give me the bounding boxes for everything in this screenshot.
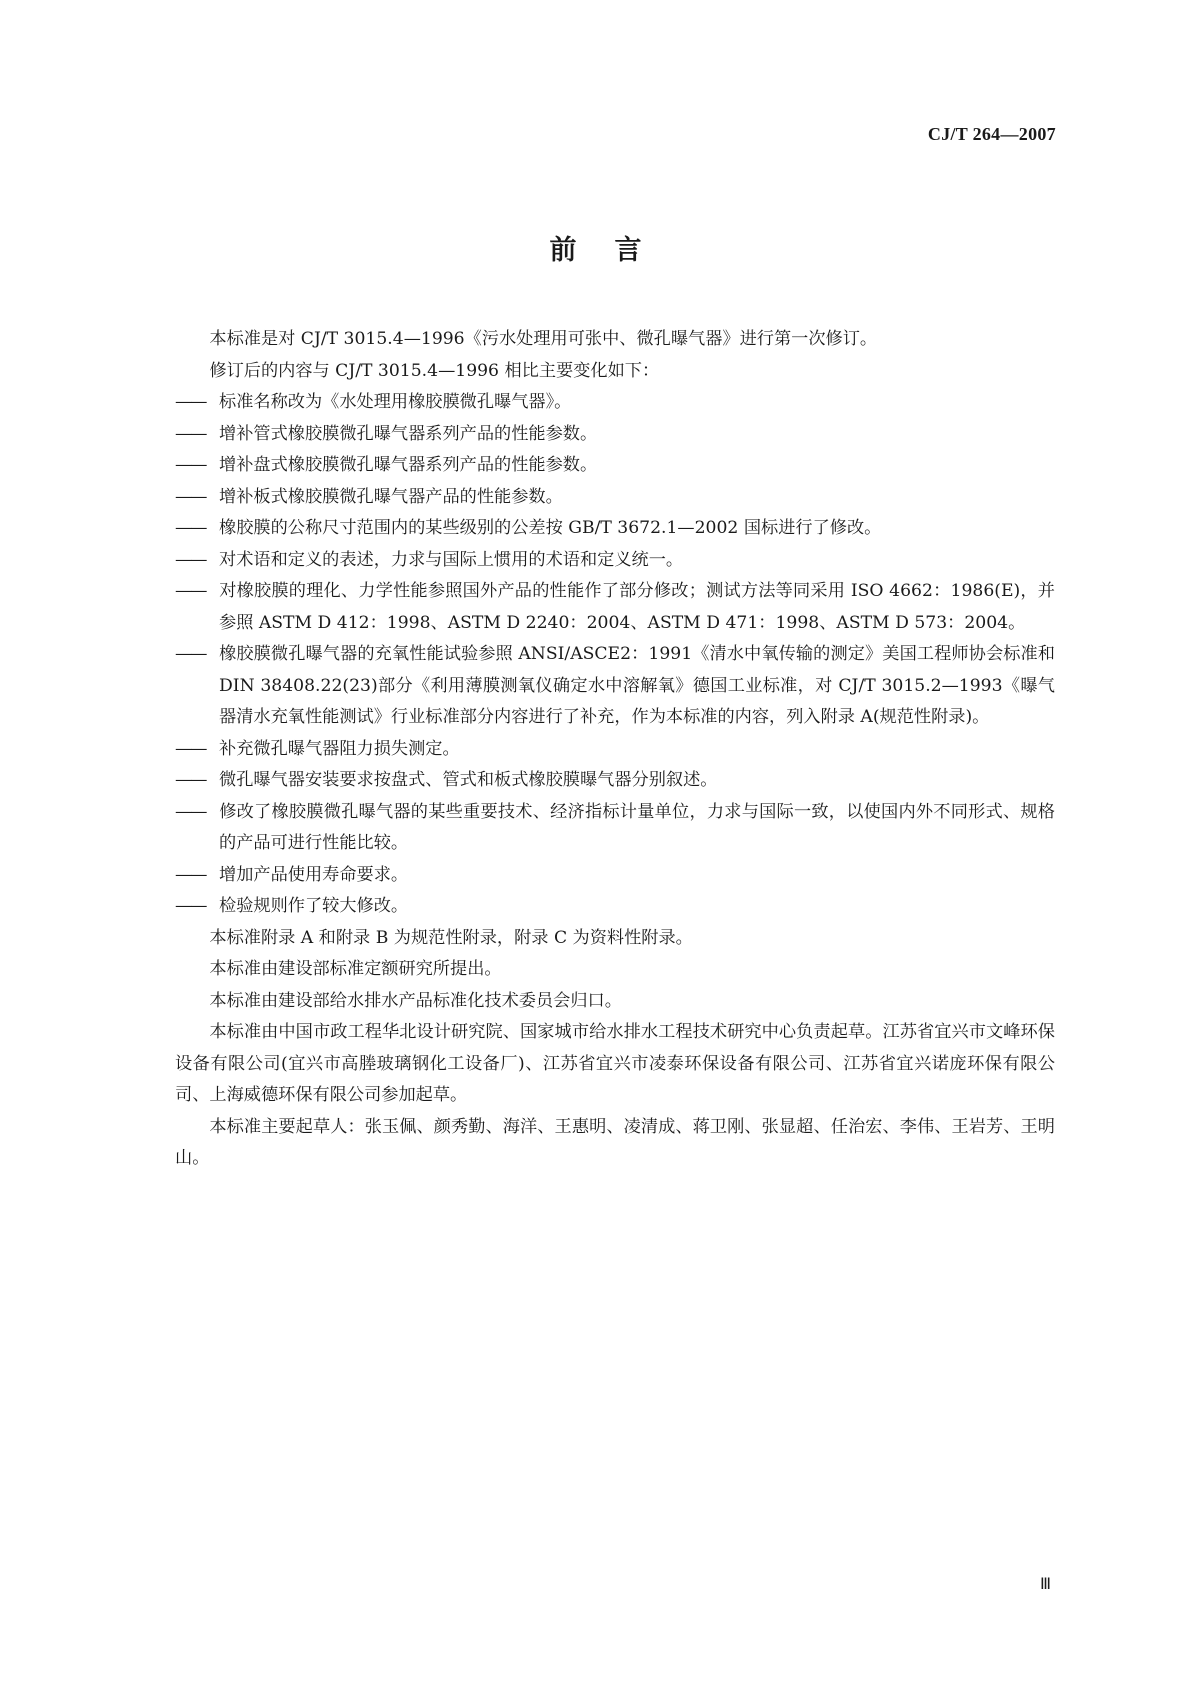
page-title: 前言 [549,235,680,266]
change-item: —— 增补管式橡胶膜微孔曝气器系列产品的性能参数。 [175,419,1055,451]
change-item: —— 橡胶膜的公称尺寸范围内的某些级别的公差按 GB/T 3672.1—2002 国标进行了修改。 [175,513,1055,545]
change-item: —— 对术语和定义的表述，力求与国际上惯用的术语和定义统一。 [175,545,1055,577]
intro-paragraph: 本标准是对 CJ/T 3015.4—1996《污水处理用可张中、微孔曝气器》进行第一次修订。 [209,329,878,349]
change-item: —— 标准名称改为《水处理用橡胶膜微孔曝气器》。 [175,387,1055,419]
change-item: —— 橡胶膜微孔曝气器的充氧性能试验参照 ANSI/ASCE2：1991《清水中氧传输的测定》美国工程师协会标准和 DIN 38408.22(23)部分《利用薄膜测氧仪确定水中溶解氧》德国工业标准，对 CJ/T 3015.2—1993《曝气器清水充氧性能测试》行业标准部分内容进行了补充，作为本标准的内容，列入附录 A(规范性附录)。 [175,639,1055,734]
change-item: —— 增补盘式橡胶膜微孔曝气器系列产品的性能参数。 [175,450,1055,482]
closing-paragraph: 本标准主要起草人：张玉佩、颜秀勤、海洋、王惠明、凌清成、蒋卫刚、张显超、任治宏、李伟、王岩芳、王明山。 [175,1116,1055,1168]
change-item: —— 对橡胶膜的理化、力学性能参照国外产品的性能作了部分修改；测试方法等同采用 ISO 4662：1986(E)，并参照 ASTM D 412：1998、ASTM D 2240：2004、ASTM D 471：1998、ASTM D 573：2004。 [175,576,1055,639]
closing-paragraph: 本标准附录 A 和附录 B 为规范性附录，附录 C 为资料性附录。 [209,927,693,948]
change-item: —— 检验规则作了较大修改。 [175,891,1055,923]
page-number: Ⅲ [1039,1576,1050,1593]
closing-paragraph: 本标准由建设部标准定额研究所提出。 [209,959,502,979]
closing-paragraph: 本标准由中国市政工程华北设计研究院、国家城市给水排水工程技术研究中心负责起草。江苏省宜兴市文峰环保设备有限公司(宜兴市高塍玻璃钢化工设备厂)、江苏省宜兴市凌泰环保设备有限公司、江苏省宜兴诺庞环保有限公司、上海威德环保有限公司参加起草。 [175,1022,1055,1105]
intro-paragraph: 修订后的内容与 CJ/T 3015.4—1996 相比主要变化如下： [209,360,660,381]
change-item: —— 修改了橡胶膜微孔曝气器的某些重要技术、经济指标计量单位，力求与国际一致，以使国内外不同形式、规格的产品可进行性能比较。 [175,797,1055,860]
change-item: —— 增加产品使用寿命要求。 [175,860,1055,892]
closing-paragraph: 本标准由建设部给水排水产品标准化技术委员会归口。 [209,990,622,1011]
change-item: —— 微孔曝气器安装要求按盘式、管式和板式橡胶膜曝气器分别叙述。 [175,765,1055,797]
foreword-body [175,324,1055,1175]
standard-code: CJ/T 264—2007 [927,124,1056,144]
change-item: —— 补充微孔曝气器阻力损失测定。 [175,734,1055,766]
change-item: —— 增补板式橡胶膜微孔曝气器产品的性能参数。 [175,482,1055,514]
